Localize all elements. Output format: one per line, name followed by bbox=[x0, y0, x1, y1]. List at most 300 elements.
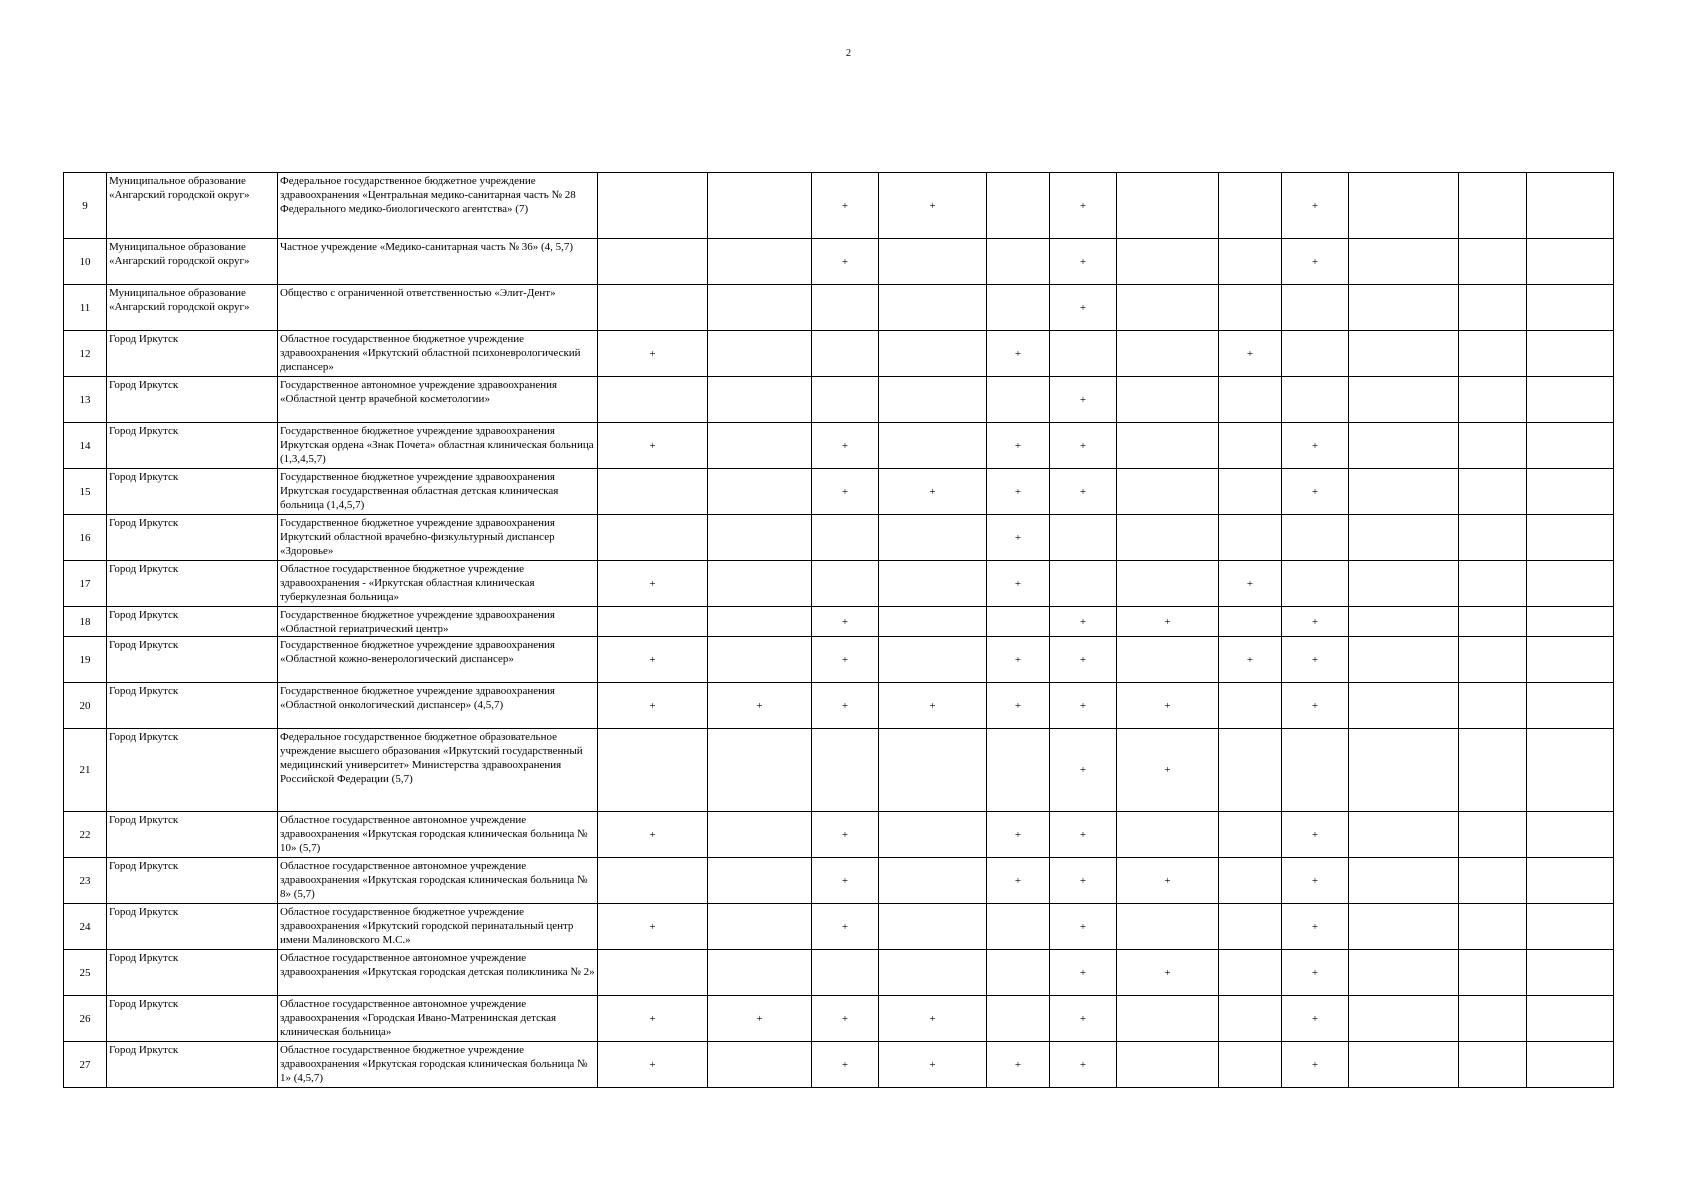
mark-cell bbox=[1282, 515, 1349, 561]
mark-cell bbox=[1050, 515, 1117, 561]
mark-cell bbox=[1219, 1042, 1282, 1088]
mark-cell bbox=[1527, 285, 1614, 331]
organization-cell: Областное государственное бюджетное учреждение здравоохранения «Иркутский городской перинатальный центр имени Малиновского М.С.» bbox=[278, 904, 598, 950]
organization-cell: Государственное бюджетное учреждение здравоохранения «Областной гериатрический центр» bbox=[278, 607, 598, 637]
mark-cell: + bbox=[879, 1042, 987, 1088]
mark-cell: + bbox=[987, 683, 1050, 729]
mark-cell bbox=[1219, 904, 1282, 950]
row-number: 27 bbox=[64, 1042, 107, 1088]
mark-cell bbox=[1527, 561, 1614, 607]
organization-cell: Областное государственное автономное учреждение здравоохранения «Городская Ивано-Матренинская детская клиническая больница» bbox=[278, 996, 598, 1042]
mark-cell bbox=[1219, 729, 1282, 812]
mark-cell bbox=[598, 858, 708, 904]
mark-cell: + bbox=[1050, 729, 1117, 812]
mark-cell bbox=[1349, 1042, 1459, 1088]
mark-cell: + bbox=[1117, 607, 1219, 637]
mark-cell: + bbox=[598, 1042, 708, 1088]
mark-cell bbox=[708, 469, 812, 515]
mark-cell bbox=[1459, 377, 1527, 423]
mark-cell bbox=[1349, 607, 1459, 637]
municipality-cell: Муниципальное образование «Ангарский городской округ» bbox=[107, 239, 278, 285]
organization-cell: Федеральное государственное бюджетное учреждение здравоохранения «Центральная медико-санитарная часть № 28 Федерального медико-биологического агентства» (7) bbox=[278, 173, 598, 239]
mark-cell bbox=[708, 812, 812, 858]
mark-cell bbox=[987, 904, 1050, 950]
mark-cell bbox=[812, 377, 879, 423]
mark-cell bbox=[1527, 729, 1614, 812]
table-row bbox=[64, 607, 1614, 637]
row-number: 13 bbox=[64, 377, 107, 423]
mark-cell bbox=[1527, 173, 1614, 239]
mark-cell bbox=[812, 729, 879, 812]
mark-cell: + bbox=[1050, 812, 1117, 858]
row-number: 17 bbox=[64, 561, 107, 607]
table-row bbox=[64, 858, 1614, 904]
mark-cell bbox=[708, 285, 812, 331]
mark-cell: + bbox=[812, 607, 879, 637]
mark-cell bbox=[708, 1042, 812, 1088]
mark-cell: + bbox=[1050, 285, 1117, 331]
mark-cell bbox=[708, 423, 812, 469]
mark-cell: + bbox=[1282, 239, 1349, 285]
mark-cell bbox=[1527, 1042, 1614, 1088]
row-number: 22 bbox=[64, 812, 107, 858]
mark-cell bbox=[879, 729, 987, 812]
mark-cell bbox=[1459, 239, 1527, 285]
mark-cell bbox=[598, 729, 708, 812]
table-body bbox=[64, 173, 1614, 1088]
municipality-cell: Город Иркутск bbox=[107, 331, 278, 377]
organization-cell: Областное государственное автономное учреждение здравоохранения «Иркутская городская клиническая больница № 10» (5,7) bbox=[278, 812, 598, 858]
mark-cell: + bbox=[1117, 950, 1219, 996]
municipality-cell: Город Иркутск bbox=[107, 469, 278, 515]
mark-cell bbox=[987, 173, 1050, 239]
mark-cell: + bbox=[1050, 996, 1117, 1042]
mark-cell bbox=[1050, 561, 1117, 607]
organization-cell: Государственное бюджетное учреждение здравоохранения Иркутский областной врачебно-физкультурный диспансер «Здоровье» bbox=[278, 515, 598, 561]
table-row bbox=[64, 423, 1614, 469]
municipality-cell: Город Иркутск bbox=[107, 904, 278, 950]
mark-cell bbox=[1349, 561, 1459, 607]
municipality-cell: Город Иркутск bbox=[107, 423, 278, 469]
mark-cell bbox=[708, 904, 812, 950]
mark-cell: + bbox=[1282, 423, 1349, 469]
mark-cell bbox=[1282, 729, 1349, 812]
mark-cell bbox=[598, 377, 708, 423]
mark-cell bbox=[1117, 377, 1219, 423]
mark-cell bbox=[1459, 904, 1527, 950]
mark-cell bbox=[1349, 331, 1459, 377]
mark-cell: + bbox=[598, 812, 708, 858]
row-number: 20 bbox=[64, 683, 107, 729]
mark-cell bbox=[598, 607, 708, 637]
row-number: 15 bbox=[64, 469, 107, 515]
row-number: 26 bbox=[64, 996, 107, 1042]
table-row bbox=[64, 904, 1614, 950]
mark-cell bbox=[1282, 377, 1349, 423]
mark-cell bbox=[1459, 637, 1527, 683]
mark-cell: + bbox=[1282, 812, 1349, 858]
mark-cell: + bbox=[598, 996, 708, 1042]
organization-cell: Частное учреждение «Медико-санитарная часть № 36» (4, 5,7) bbox=[278, 239, 598, 285]
organization-cell: Государственное бюджетное учреждение здравоохранения «Областной кожно-венерологический диспансер» bbox=[278, 637, 598, 683]
row-number: 23 bbox=[64, 858, 107, 904]
mark-cell: + bbox=[1117, 729, 1219, 812]
mark-cell bbox=[1117, 469, 1219, 515]
mark-cell bbox=[987, 285, 1050, 331]
table-row bbox=[64, 285, 1614, 331]
mark-cell bbox=[1527, 239, 1614, 285]
mark-cell bbox=[708, 950, 812, 996]
mark-cell: + bbox=[1050, 377, 1117, 423]
mark-cell: + bbox=[598, 683, 708, 729]
mark-cell bbox=[1219, 812, 1282, 858]
table-row bbox=[64, 637, 1614, 683]
mark-cell: + bbox=[598, 904, 708, 950]
mark-cell: + bbox=[1282, 1042, 1349, 1088]
mark-cell bbox=[1349, 423, 1459, 469]
mark-cell bbox=[1527, 377, 1614, 423]
mark-cell bbox=[1219, 858, 1282, 904]
mark-cell: + bbox=[598, 637, 708, 683]
row-number: 18 bbox=[64, 607, 107, 637]
mark-cell bbox=[879, 607, 987, 637]
municipality-cell: Город Иркутск bbox=[107, 729, 278, 812]
mark-cell bbox=[879, 377, 987, 423]
mark-cell bbox=[1219, 515, 1282, 561]
mark-cell bbox=[879, 331, 987, 377]
mark-cell bbox=[1527, 950, 1614, 996]
mark-cell bbox=[1349, 858, 1459, 904]
organization-cell: Государственное автономное учреждение здравоохранения «Областной центр врачебной косметологии» bbox=[278, 377, 598, 423]
mark-cell bbox=[708, 331, 812, 377]
mark-cell bbox=[1527, 515, 1614, 561]
mark-cell bbox=[987, 996, 1050, 1042]
mark-cell: + bbox=[1050, 469, 1117, 515]
mark-cell bbox=[1349, 377, 1459, 423]
mark-cell: + bbox=[1282, 469, 1349, 515]
municipality-cell: Город Иркутск bbox=[107, 950, 278, 996]
mark-cell: + bbox=[1282, 173, 1349, 239]
mark-cell: + bbox=[708, 996, 812, 1042]
row-number: 16 bbox=[64, 515, 107, 561]
mark-cell bbox=[1349, 469, 1459, 515]
mark-cell bbox=[1282, 331, 1349, 377]
mark-cell bbox=[1117, 904, 1219, 950]
table-row bbox=[64, 331, 1614, 377]
mark-cell bbox=[1459, 729, 1527, 812]
mark-cell: + bbox=[987, 637, 1050, 683]
municipality-cell: Город Иркутск bbox=[107, 1042, 278, 1088]
mark-cell bbox=[708, 561, 812, 607]
mark-cell bbox=[987, 239, 1050, 285]
mark-cell bbox=[1282, 561, 1349, 607]
mark-cell: + bbox=[1282, 950, 1349, 996]
mark-cell: + bbox=[812, 469, 879, 515]
municipality-cell: Город Иркутск bbox=[107, 637, 278, 683]
mark-cell bbox=[1527, 331, 1614, 377]
mark-cell bbox=[1219, 173, 1282, 239]
row-number: 21 bbox=[64, 729, 107, 812]
mark-cell bbox=[1527, 637, 1614, 683]
mark-cell: + bbox=[1282, 904, 1349, 950]
mark-cell: + bbox=[1282, 607, 1349, 637]
mark-cell: + bbox=[1219, 637, 1282, 683]
mark-cell: + bbox=[987, 331, 1050, 377]
mark-cell bbox=[879, 515, 987, 561]
row-number: 19 bbox=[64, 637, 107, 683]
mark-cell bbox=[1117, 285, 1219, 331]
municipality-cell: Город Иркутск bbox=[107, 607, 278, 637]
mark-cell: + bbox=[879, 996, 987, 1042]
mark-cell: + bbox=[1050, 858, 1117, 904]
mark-cell bbox=[1219, 377, 1282, 423]
page-number: 2 bbox=[846, 48, 851, 59]
mark-cell bbox=[1349, 173, 1459, 239]
table-row bbox=[64, 996, 1614, 1042]
mark-cell bbox=[1349, 812, 1459, 858]
municipality-cell: Город Иркутск bbox=[107, 561, 278, 607]
mark-cell bbox=[879, 904, 987, 950]
organization-cell: Государственное бюджетное учреждение здравоохранения «Областной онкологический диспансер» (4,5,7) bbox=[278, 683, 598, 729]
mark-cell bbox=[1050, 331, 1117, 377]
mark-cell bbox=[879, 561, 987, 607]
table-row bbox=[64, 239, 1614, 285]
mark-cell bbox=[1527, 812, 1614, 858]
mark-cell bbox=[1282, 285, 1349, 331]
mark-cell bbox=[1349, 950, 1459, 996]
mark-cell bbox=[879, 239, 987, 285]
mark-cell bbox=[1349, 729, 1459, 812]
mark-cell bbox=[1527, 423, 1614, 469]
municipality-cell: Муниципальное образование «Ангарский городской округ» bbox=[107, 285, 278, 331]
mark-cell bbox=[1219, 285, 1282, 331]
organization-cell: Областное государственное бюджетное учреждение здравоохранения «Иркутский областной психоневрологический диспансер» bbox=[278, 331, 598, 377]
mark-cell bbox=[1527, 904, 1614, 950]
mark-cell: + bbox=[987, 812, 1050, 858]
mark-cell bbox=[1459, 683, 1527, 729]
mark-cell: + bbox=[1282, 683, 1349, 729]
organization-cell: Федеральное государственное бюджетное образовательное учреждение высшего образования «Иркутский государственный медицинский университет» Министерства здравоохранения Российской Федерации (5,7) bbox=[278, 729, 598, 812]
mark-cell bbox=[987, 377, 1050, 423]
mark-cell: + bbox=[1050, 239, 1117, 285]
mark-cell: + bbox=[598, 331, 708, 377]
mark-cell bbox=[1459, 950, 1527, 996]
mark-cell: + bbox=[987, 423, 1050, 469]
table-row bbox=[64, 515, 1614, 561]
mark-cell bbox=[812, 515, 879, 561]
mark-cell bbox=[1219, 607, 1282, 637]
mark-cell bbox=[1349, 285, 1459, 331]
mark-cell bbox=[812, 331, 879, 377]
mark-cell bbox=[879, 812, 987, 858]
mark-cell bbox=[1459, 1042, 1527, 1088]
mark-cell: + bbox=[812, 812, 879, 858]
mark-cell bbox=[812, 950, 879, 996]
mark-cell: + bbox=[1117, 683, 1219, 729]
mark-cell bbox=[987, 950, 1050, 996]
mark-cell bbox=[1349, 904, 1459, 950]
mark-cell bbox=[987, 607, 1050, 637]
mark-cell bbox=[598, 239, 708, 285]
mark-cell bbox=[708, 858, 812, 904]
mark-cell bbox=[1527, 858, 1614, 904]
mark-cell: + bbox=[1050, 423, 1117, 469]
mark-cell bbox=[879, 950, 987, 996]
table-row bbox=[64, 950, 1614, 996]
mark-cell: + bbox=[987, 858, 1050, 904]
mark-cell: + bbox=[1282, 996, 1349, 1042]
municipality-cell: Город Иркутск bbox=[107, 996, 278, 1042]
mark-cell bbox=[1527, 607, 1614, 637]
mark-cell bbox=[1219, 423, 1282, 469]
organization-cell: Областное государственное бюджетное учреждение здравоохранения - «Иркутская областная клиническая туберкулезная больница» bbox=[278, 561, 598, 607]
mark-cell: + bbox=[1050, 607, 1117, 637]
mark-cell: + bbox=[708, 683, 812, 729]
mark-cell bbox=[1117, 637, 1219, 683]
mark-cell bbox=[1117, 331, 1219, 377]
municipality-cell: Город Иркутск bbox=[107, 377, 278, 423]
mark-cell bbox=[708, 515, 812, 561]
municipality-cell: Город Иркутск bbox=[107, 858, 278, 904]
mark-cell bbox=[1219, 950, 1282, 996]
mark-cell bbox=[1117, 996, 1219, 1042]
mark-cell bbox=[1117, 423, 1219, 469]
municipality-cell: Муниципальное образование «Ангарский городской округ» bbox=[107, 173, 278, 239]
mark-cell bbox=[879, 285, 987, 331]
mark-cell: + bbox=[1282, 858, 1349, 904]
mark-cell bbox=[1117, 173, 1219, 239]
mark-cell: + bbox=[812, 423, 879, 469]
mark-cell bbox=[1459, 515, 1527, 561]
mark-cell bbox=[1459, 285, 1527, 331]
mark-cell: + bbox=[812, 239, 879, 285]
mark-cell bbox=[1349, 683, 1459, 729]
mark-cell bbox=[1219, 469, 1282, 515]
mark-cell bbox=[1349, 996, 1459, 1042]
mark-cell bbox=[1459, 607, 1527, 637]
table-row bbox=[64, 469, 1614, 515]
mark-cell bbox=[598, 950, 708, 996]
mark-cell: + bbox=[987, 515, 1050, 561]
mark-cell bbox=[598, 515, 708, 561]
organization-cell: Областное государственное автономное учреждение здравоохранения «Иркутская городская детская поликлиника № 2» bbox=[278, 950, 598, 996]
mark-cell bbox=[1349, 637, 1459, 683]
municipality-cell: Город Иркутск bbox=[107, 515, 278, 561]
row-number: 9 bbox=[64, 173, 107, 239]
organization-cell: Государственное бюджетное учреждение здравоохранения Иркутская государственная областная детская клиническая больница (1,4,5,7) bbox=[278, 469, 598, 515]
mark-cell: + bbox=[1219, 561, 1282, 607]
mark-cell bbox=[1117, 515, 1219, 561]
mark-cell bbox=[1219, 683, 1282, 729]
mark-cell bbox=[1459, 561, 1527, 607]
municipality-cell: Город Иркутск bbox=[107, 812, 278, 858]
mark-cell bbox=[1349, 515, 1459, 561]
mark-cell bbox=[1459, 423, 1527, 469]
mark-cell bbox=[708, 239, 812, 285]
row-number: 14 bbox=[64, 423, 107, 469]
mark-cell: + bbox=[812, 904, 879, 950]
mark-cell: + bbox=[987, 469, 1050, 515]
mark-cell bbox=[1527, 469, 1614, 515]
table-row bbox=[64, 561, 1614, 607]
mark-cell bbox=[879, 423, 987, 469]
mark-cell bbox=[1117, 239, 1219, 285]
mark-cell bbox=[812, 285, 879, 331]
mark-cell bbox=[1117, 561, 1219, 607]
mark-cell: + bbox=[1050, 904, 1117, 950]
organization-cell: Областное государственное бюджетное учреждение здравоохранения «Иркутская городская клиническая больница № 1» (4,5,7) bbox=[278, 1042, 598, 1088]
municipality-cell: Город Иркутск bbox=[107, 683, 278, 729]
mark-cell bbox=[879, 858, 987, 904]
mark-cell bbox=[708, 637, 812, 683]
mark-cell: + bbox=[812, 1042, 879, 1088]
mark-cell bbox=[598, 469, 708, 515]
mark-cell bbox=[1459, 331, 1527, 377]
row-number: 25 bbox=[64, 950, 107, 996]
organization-cell: Общество с ограниченной ответственностью «Элит-Дент» bbox=[278, 285, 598, 331]
mark-cell: + bbox=[879, 173, 987, 239]
mark-cell: + bbox=[812, 858, 879, 904]
mark-cell bbox=[1527, 683, 1614, 729]
mark-cell: + bbox=[879, 469, 987, 515]
mark-cell: + bbox=[987, 561, 1050, 607]
mark-cell bbox=[1459, 812, 1527, 858]
mark-cell: + bbox=[812, 683, 879, 729]
row-number: 24 bbox=[64, 904, 107, 950]
mark-cell: + bbox=[879, 683, 987, 729]
table-row bbox=[64, 1042, 1614, 1088]
mark-cell: + bbox=[1050, 173, 1117, 239]
mark-cell: + bbox=[812, 637, 879, 683]
mark-cell: + bbox=[987, 1042, 1050, 1088]
mark-cell: + bbox=[1219, 331, 1282, 377]
mark-cell bbox=[1459, 996, 1527, 1042]
table-row bbox=[64, 812, 1614, 858]
mark-cell: + bbox=[1117, 858, 1219, 904]
mark-cell bbox=[708, 377, 812, 423]
mark-cell bbox=[987, 729, 1050, 812]
row-number: 11 bbox=[64, 285, 107, 331]
table-row bbox=[64, 683, 1614, 729]
mark-cell bbox=[598, 285, 708, 331]
mark-cell: + bbox=[1050, 950, 1117, 996]
mark-cell bbox=[1459, 469, 1527, 515]
table-row bbox=[64, 729, 1614, 812]
mark-cell bbox=[1219, 239, 1282, 285]
mark-cell bbox=[708, 173, 812, 239]
mark-cell: + bbox=[598, 423, 708, 469]
mark-cell: + bbox=[1050, 1042, 1117, 1088]
mark-cell bbox=[708, 607, 812, 637]
mark-cell bbox=[1117, 812, 1219, 858]
mark-cell: + bbox=[1050, 637, 1117, 683]
mark-cell bbox=[598, 173, 708, 239]
mark-cell: + bbox=[1282, 637, 1349, 683]
mark-cell bbox=[1527, 996, 1614, 1042]
mark-cell bbox=[1219, 996, 1282, 1042]
mark-cell bbox=[708, 729, 812, 812]
mark-cell bbox=[1459, 858, 1527, 904]
table-row bbox=[64, 173, 1614, 239]
table-row bbox=[64, 377, 1614, 423]
organization-cell: Государственное бюджетное учреждение здравоохранения Иркутская ордена «Знак Почета» областная клиническая больница (1,3,4,5,7) bbox=[278, 423, 598, 469]
mark-cell bbox=[1349, 239, 1459, 285]
row-number: 12 bbox=[64, 331, 107, 377]
organization-cell: Областное государственное автономное учреждение здравоохранения «Иркутская городская клиническая больница № 8» (5,7) bbox=[278, 858, 598, 904]
mark-cell bbox=[879, 637, 987, 683]
mark-cell bbox=[1459, 173, 1527, 239]
mark-cell: + bbox=[598, 561, 708, 607]
